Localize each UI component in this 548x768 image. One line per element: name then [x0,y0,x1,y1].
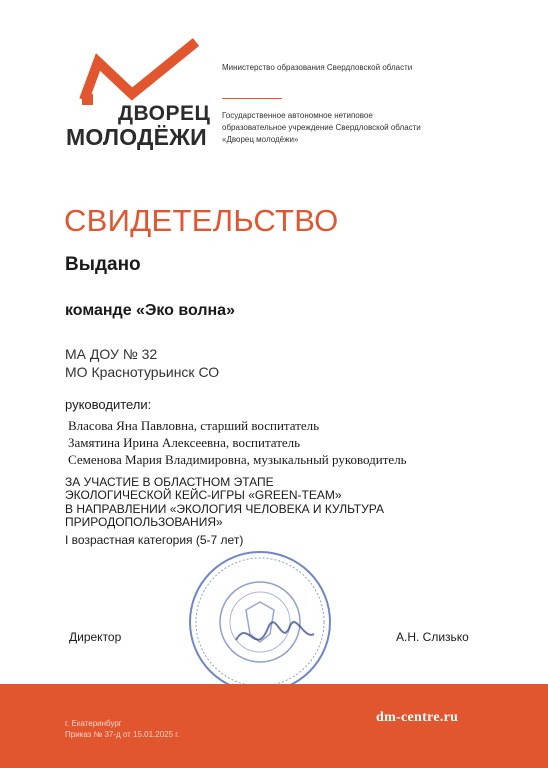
certificate-title: СВИДЕТЕЛЬСТВО [64,203,339,238]
institution-line: Государственное автономное нетиповое [222,111,373,120]
leaders-label: руководители: [65,397,152,412]
website-link[interactable]: dm-centre.ru [376,710,459,725]
participation-line: ПРИРОДОПОЛЬЗОВАНИЯ» [65,515,223,529]
director-name: А.Н. Слизько [396,630,469,644]
leader-item: Замятина Ирина Алексеевна, воспитатель [68,435,301,450]
institution-name [222,110,472,146]
logo-text-dvorets: ДВОРЕЦ [118,102,211,125]
leader-item: Семенова Мария Владимировна, музыкальный руководитель [68,452,407,467]
participation-line: ЭКОЛОГИЧЕСКОЙ КЕЙС-ИГРЫ «GREEN-TEAM» [65,488,342,502]
organization-line: МО Краснотурьинск СО [65,364,220,380]
organization-line: МА ДОУ № 32 [65,346,158,362]
director-label: Директор [69,630,122,644]
institution-line: «Дворец молодёжи» [222,135,299,144]
issue-city: г. Екатеринбург [65,719,122,728]
ministry-name: Министерство образования Свердловской области [222,63,413,72]
institution-line: образовательное учреждение Свердловской области [222,123,421,132]
official-stamp [186,548,334,696]
issued-to-label: Выдано [65,254,141,275]
order-number: Приказ № 37-д от 15.01.2025 г. [65,730,180,739]
leader-item: Власова Яна Павловна, старший воспитатель [68,418,320,433]
team-name: команде «Эко волна» [65,302,235,319]
participation-line: I возрастная категория (5-7 лет) [65,533,244,547]
participation-line: ЗА УЧАСТИЕ В ОБЛАСТНОМ ЭТАПЕ [65,475,274,489]
participation-line: В НАПРАВЛЕНИИ «ЭКОЛОГИЯ ЧЕЛОВЕКА И КУЛЬТУРА [65,502,384,516]
header-divider [222,98,282,99]
logo-text-molodezhi: МОЛОДЁЖИ [66,124,207,150]
